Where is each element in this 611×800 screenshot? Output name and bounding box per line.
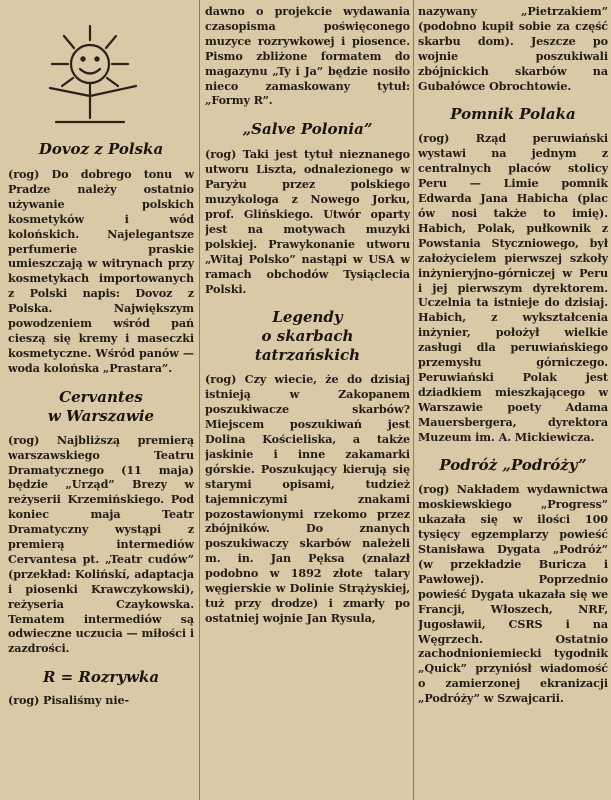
article-podroz: (rog) Nakładem wydawnictwa moskiewskiego „Progress” ukazała się w ilości 100 tysięcy egzemplarzy powieść Stanisława Dygata „Podróż” (w przekładzie Buricza i Pawłowej). Poprzednio powieść Dygata ukazała się we Francji, Włoszech, NRF, Jugosławii, CSRS i na Węgrzech. Ostatnio zachodnioniemiecki tygodnik „Quick” przyniósł wiadomość o zamierzonej ekranizacji „Podróży” w Szwajcarii. [418, 482, 608, 706]
headline-legendy-line2: o skarbach [261, 327, 354, 346]
column-rule [413, 0, 414, 800]
article-legendy: (rog) Czy wiecie, że do dzisiaj istnieją w Zakopanem poszukiwacze skarbów? Miejscem poszukiwań jest Dolina Kościeliska, a także jaskinie i inne zakamarki górskie. Poszukujący kierują się starymi opisami, tudzież tajemniczymi znakami pozostawionymi rzekomo przez zbójników. Do znanych poszukiwaczy skarbów należeli m. in. Jan Pęksa (znalazł podobno w 1892 złote talary węgierskie w Dolinie Strążyskiej, tuż przy drodze) i zmarły po ostatniej wojnie Jan Rysula, [205, 372, 410, 625]
headline-cervantes-line1: Cervantes [59, 387, 143, 406]
column-3 [418, 0, 608, 800]
article-salve-polonia: (rog) Taki jest tytuł nieznanego utworu Liszta, odnalezionego w Paryżu przez polskiego muzykologa z Nowego Jorku, prof. Glińskiego. Utwór oparty jest na motywach muzyki polskiej. Prawykonanie utworu „Witaj Polsko” nastąpi w USA w ramach obchodów Tysiąclecia Polski. [205, 147, 410, 296]
headline-cervantes-line2: w Warszawie [47, 406, 155, 425]
article-pomnik-polaka: (rog) Rząd peruwiański wystawi na jednym z centralnych placów stolicy Peru — Limie pomnik Edwarda Jana Habicha (plac ów nosi także to imię). Habich, Polak, pułkownik z Powstania Styczniowego, był założycielem pierwszej szkoły inżynieryjno-górniczej w Peru i jej pierwszym dyrektorem. Uczelnia ta istnieje do dzisiaj. Habich, z wykształcenia inżynier, położył wielkie zasługi dla peruwiańskiego przemysłu górniczego. Peruwiański Polak jest dziadkiem mieszkającego w Warszawie poety Adama Mauersbergera, dyrektora Muzeum im. A. Mickiewicza. [418, 131, 608, 444]
headline-legendy-line3: tatrzańskich [254, 346, 361, 365]
article-rozrywka: (rog) Pisaliśmy nie- [8, 693, 130, 708]
column-2 [205, 0, 410, 800]
column-1 [8, 0, 194, 800]
article-rozrywka-continued: dawno o projekcie wydawania czasopisma poświęconego muzyce rozrywkowej i piosence. Pismo zbliżone formatem do magazynu „Ty i Ja” będzie nosiło nieco zamaskowany tytuł: „Formy R”. [205, 4, 410, 108]
headline-podroz: Podróż „Podróży” [439, 456, 587, 475]
headline-rozrywka: R = Rozrywka [42, 668, 160, 687]
headline-salve-polonia: „Salve Polonia” [242, 120, 373, 139]
article-legendy-continued: nazywany „Pietrzakiem” (podobno kupił sobie za część skarbu dom). Jeszcze po wojnie poszukiwali zbójnickich skarbów na Gubałówce Obrochtowie. [418, 4, 608, 93]
headline-legendy-line1: Legendy [272, 308, 343, 327]
sun-illustration-icon [32, 22, 150, 126]
article-cervantes: (rog) Najbliższą premierą warszawskiego Teatru Dramatycznego (11 maja) będzie „Urząd” Brezy w reżyserii Krzemińskiego. Pod koniec maja Teatr Dramatyczny wystąpi z premierą intermediów Cervantesa pt. „Teatr cudów” (przekład: Kolińskí, adaptacja i piosenki Krawczykowski), reżyseria Czaykowska. Tematem intermediów są odwieczne uczucia — miłości i zazdrości. [8, 432, 194, 656]
column-rule [199, 0, 200, 800]
headline-dovoz: Dovoz z Polska [38, 140, 164, 158]
headline-pomnik-polaka: Pomnik Polaka [450, 105, 576, 124]
article-dovoz: (rog) Do dobrego tonu w Pradze należy ostatnio używanie polskich kosmetyków i wód kolońskich. Najelegantsze perfumerie praskie umieszczają w witrynach przy kosmetykach importowanych z Polski napis: Dovoz z Polska. Największym powodzeniem wśród pań cieszą się kremy i maseczki kosmetyczne. Wśród panów — woda kolońska „Prastara”. [8, 167, 194, 375]
